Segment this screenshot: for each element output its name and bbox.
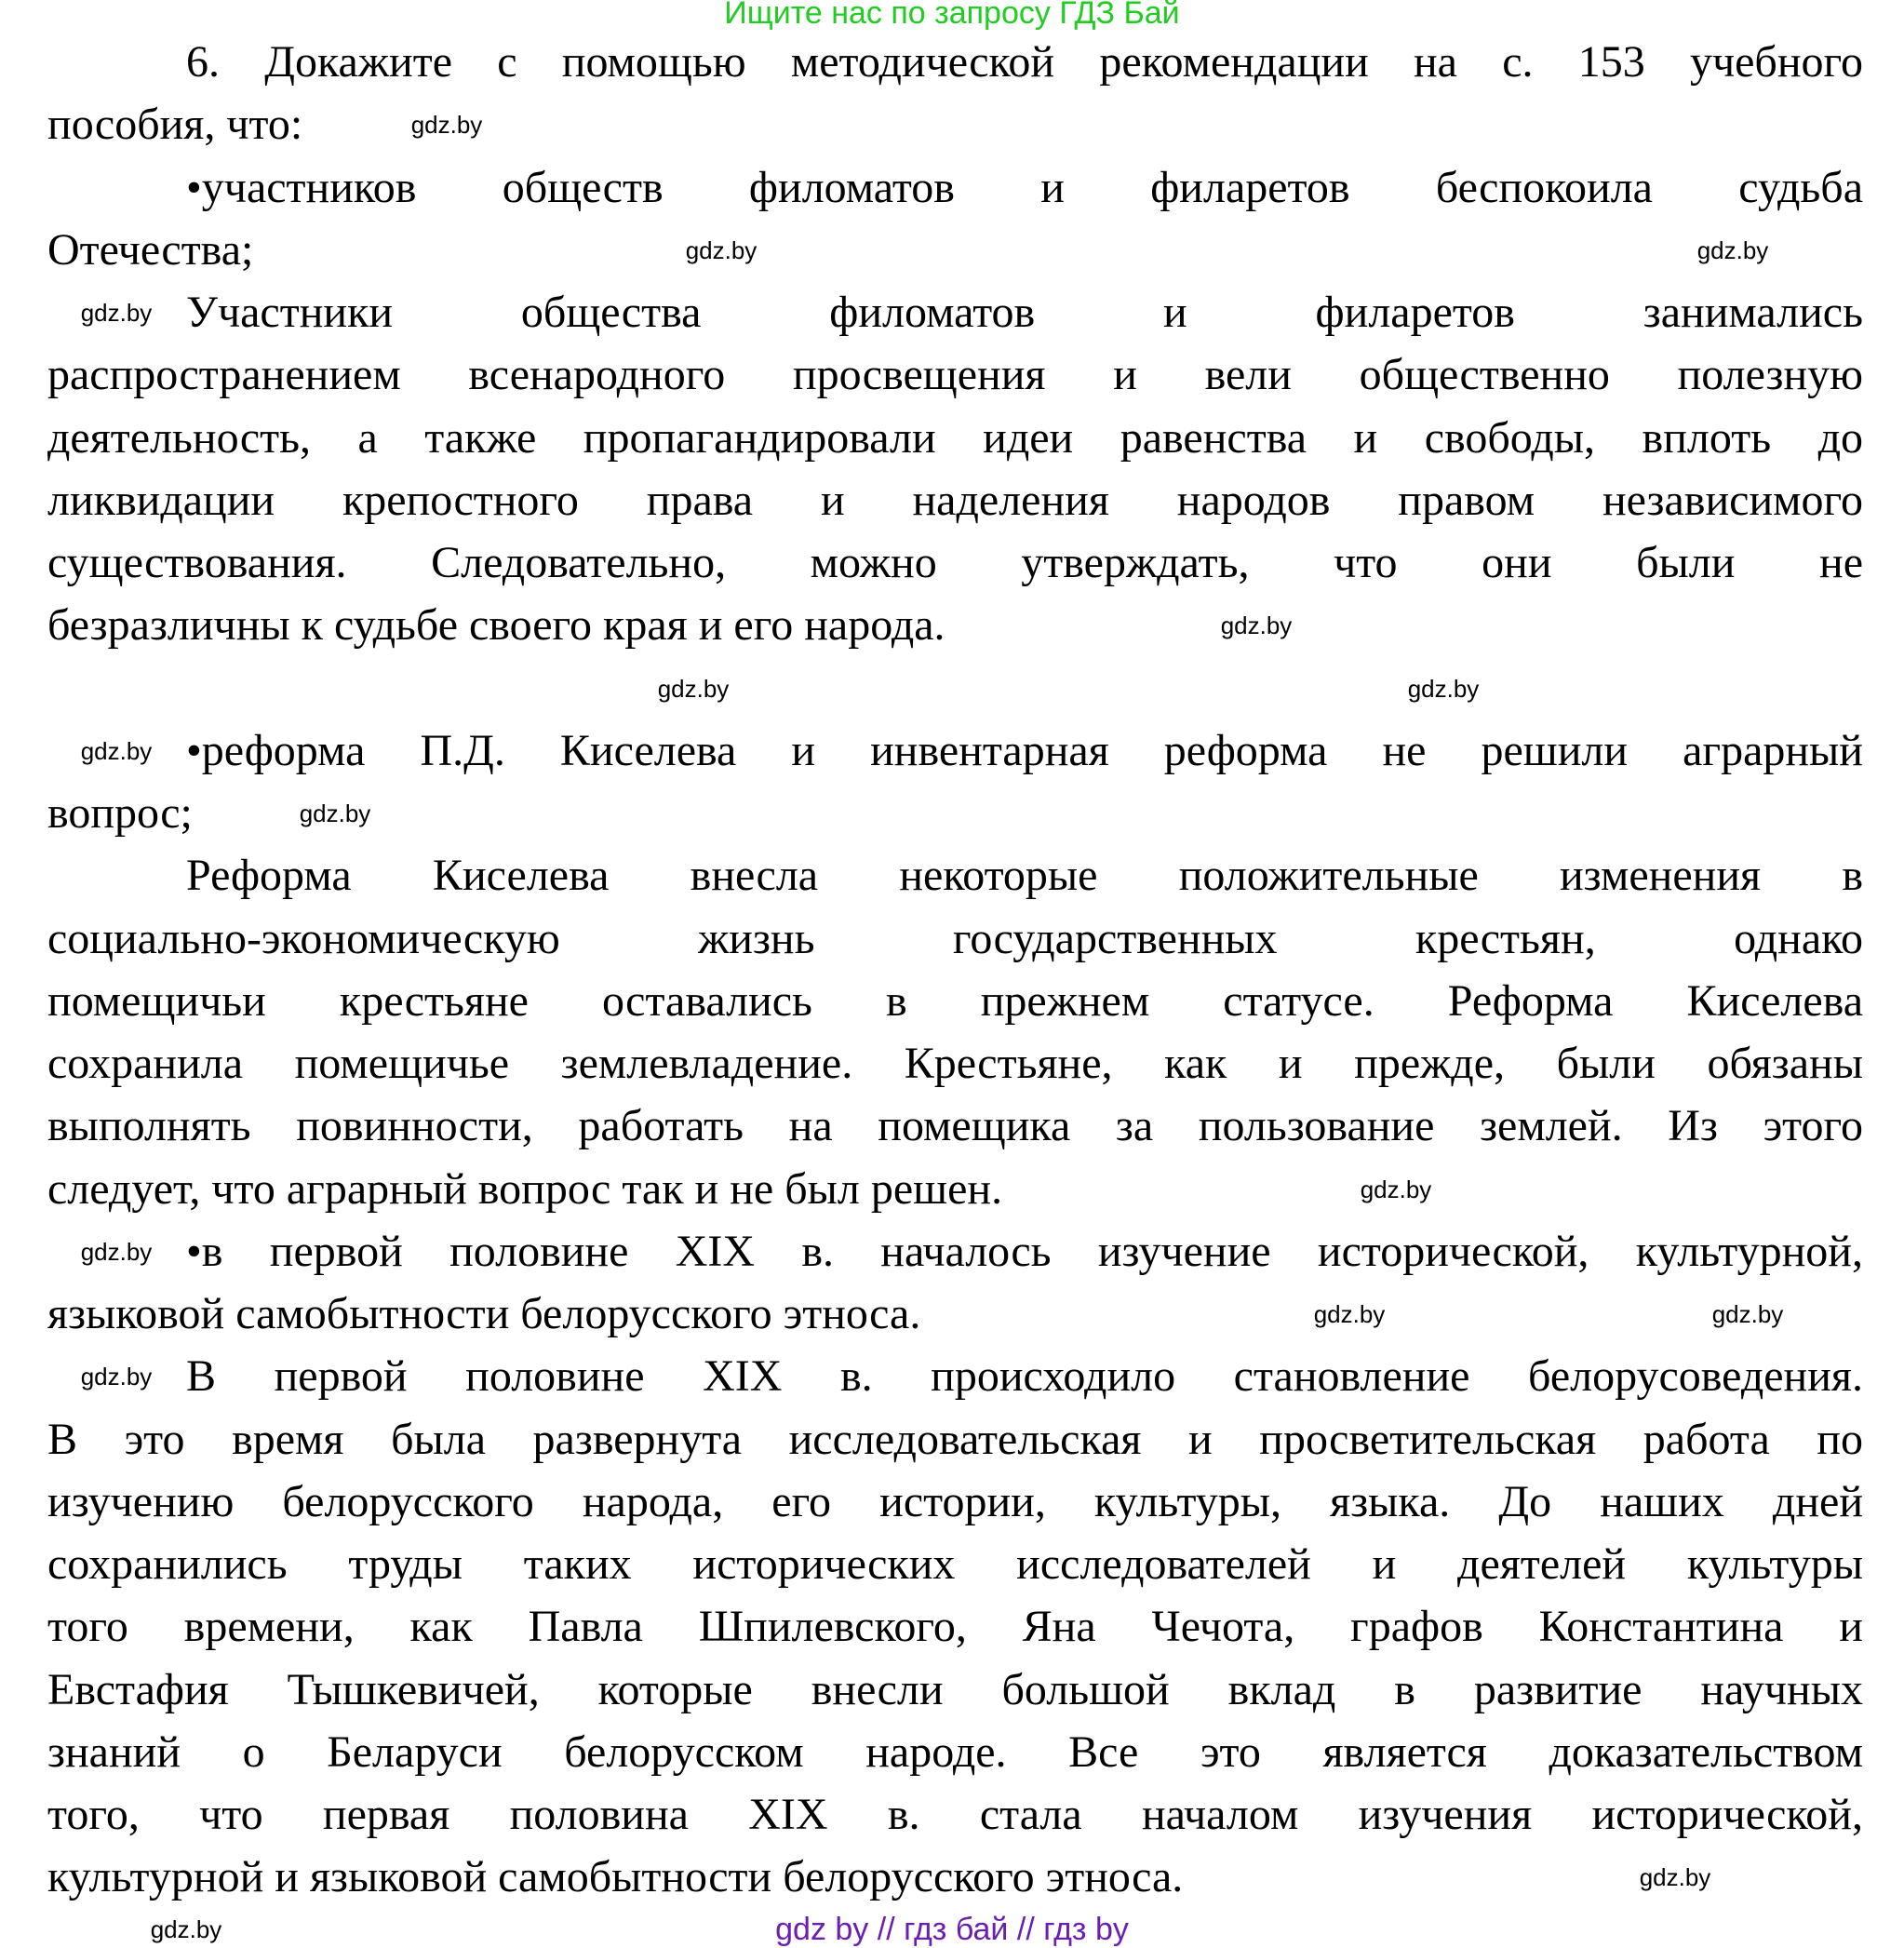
text-line: Евстафия Тышкевичей, которые внесли большой вклад в развитие научных [47,1664,1863,1714]
gdz-watermark: gdz.by [1711,1300,1784,1328]
gdz-watermark: gdz.by [1639,1863,1711,1892]
text-line: существования. Следовательно, можно утверждать, что они были не [47,538,1863,587]
text-line: сохранила помещичье землевладение. Крестьяне, как и прежде, были обязаны [47,1039,1863,1088]
text-line: знаний о Беларуси белорусском народе. Все это является доказательством [47,1726,1863,1777]
text-line: •реформа П.Д. Киселева и инвентарная реформа не решили аграрный [186,725,1863,775]
gdz-watermark: gdz.by [685,235,758,264]
gdz-watermark: gdz.by [80,736,153,765]
gdz-watermark: gdz.by [1313,1300,1386,1328]
text-line: безразличны к судьбе своего края и его народа. [47,600,945,651]
text-line: языковой самобытности белорусского этноса. [47,1289,921,1338]
search-banner: Ищите нас по запросу ГДЗ Бай [724,0,1180,31]
text-line: социально-экономическую жизнь государственных крестьян, однако [47,913,1863,963]
gdz-watermark: gdz.by [80,1237,153,1266]
gdz-watermark: gdz.by [299,799,371,827]
text-line: следует, что аграрный вопрос так и не был решен. [47,1163,1003,1214]
text-line: вопрос; [47,788,193,838]
footer-watermark: gdz by // гдз бай // гдз by [775,1912,1129,1947]
text-line: выполнять повинности, работать на помещика за пользование землей. Из этого [47,1101,1863,1151]
gdz-watermark: gdz.by [657,674,730,703]
gdz-watermark: gdz.by [150,1915,222,1943]
text-line: того времени, как Павла Шпилевского, Яна Чечота, графов Константина и [47,1602,1863,1652]
text-line: 6. Докажите с помощью методической рекомендации на с. 153 учебного [186,37,1863,87]
text-line: помещичьи крестьяне оставались в прежнем статусе. Реформа Киселева [47,975,1863,1026]
text-line: сохранились труды таких исторических исследователей и деятелей культуры [47,1539,1863,1589]
text-line: культурной и языковой самобытности белорусского этноса. [47,1852,1184,1902]
gdz-watermark: gdz.by [1360,1175,1432,1203]
text-line: •участников обществ филоматов и филаретов беспокоила судьба [186,162,1863,212]
text-line: ликвидации крепостного права и наделения народов правом независимого [47,475,1863,525]
text-line: Участники общества филоматов и филаретов занимались [186,288,1863,337]
text-line: Отечества; [47,224,254,275]
text-line: •в первой половине XIX в. началось изучение исторической, культурной, [186,1226,1863,1276]
gdz-watermark: gdz.by [80,1363,153,1391]
gdz-watermark: gdz.by [1220,611,1293,640]
gdz-watermark: gdz.by [410,111,483,140]
gdz-watermark: gdz.by [1696,235,1769,264]
gdz-watermark: gdz.by [80,299,153,327]
text-line: пособия, что: [47,100,303,150]
text-line: В это время была развернута исследовательская и просветительская работа по [47,1414,1863,1464]
text-line: В первой половине XIX в. происходило становление белорусоведения. [186,1351,1863,1402]
gdz-watermark: gdz.by [1407,674,1480,703]
text-line: изучению белорусского народа, его истории, культуры, языка. До наших дней [47,1476,1863,1526]
text-line: Реформа Киселева внесла некоторые положительные изменения в [186,851,1863,901]
text-line: распространением всенародного просвещения и вели общественно полезную [47,350,1863,400]
text-line: деятельность, а также пропагандировали идеи равенства и свободы, вплоть до [47,412,1863,463]
text-line: того, что первая половина XIX в. стала началом изучения исторической, [47,1790,1863,1839]
